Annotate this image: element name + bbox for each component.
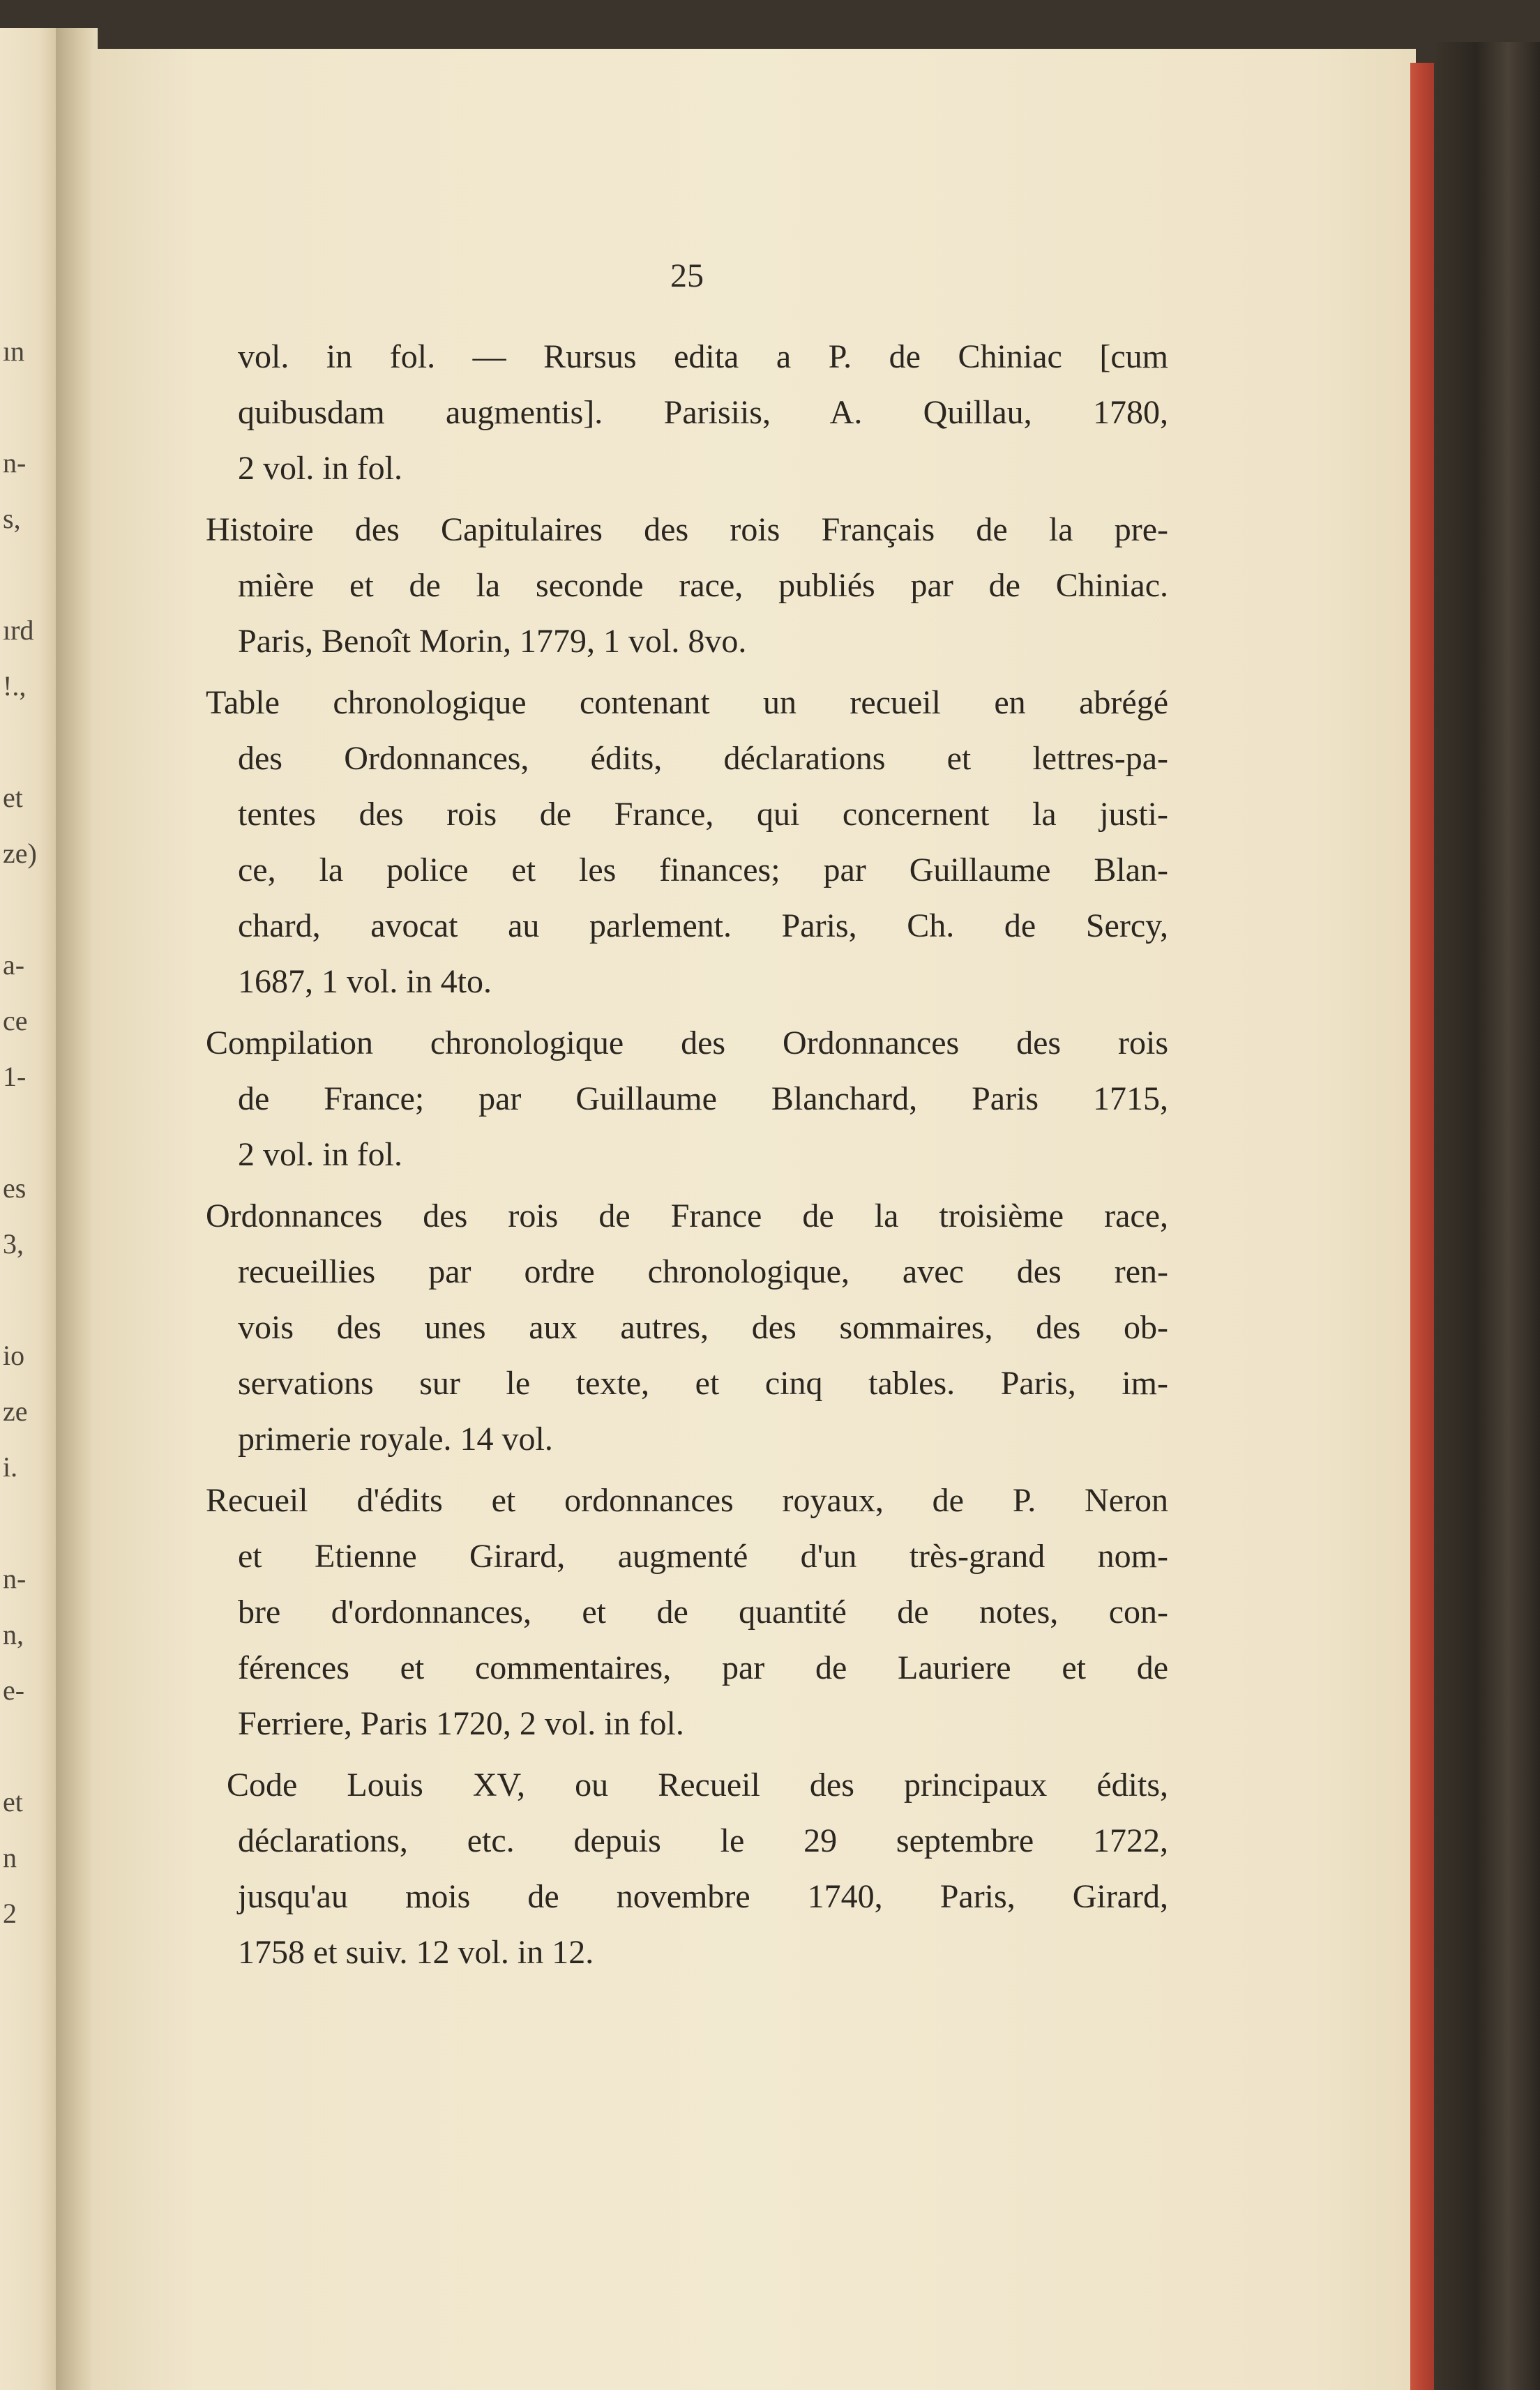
facing-page-fragment: i. xyxy=(3,1451,18,1483)
entry-first-line: Compilation chronologique des Ordonnances des rois xyxy=(206,1024,1168,1061)
entry-first-line: Recueil d'édits et ordonnances royaux, de P. Neron xyxy=(206,1482,1168,1519)
entry-continuation-line: 1758 et suiv. 12 vol. in 12. xyxy=(238,1934,594,1971)
entry-continuation-line: chard, avocat au parlement. Paris, Ch. de Sercy, xyxy=(238,907,1168,944)
entry-continuation-line: et Etienne Girard, augmenté d'un très-grand nom- xyxy=(238,1538,1168,1575)
entry-continuation-line: vois des unes aux autres, des sommaires, des ob- xyxy=(238,1309,1168,1346)
facing-page-fragment: a- xyxy=(3,949,25,981)
facing-page-fragment: ce xyxy=(3,1005,28,1036)
facing-page-fragment: n, xyxy=(3,1619,24,1650)
entry-continuation-line: Ferriere, Paris 1720, 2 vol. in fol. xyxy=(238,1705,684,1742)
facing-page-fragment: e- xyxy=(3,1674,25,1706)
page-number: 25 xyxy=(670,257,704,294)
entry-spacer xyxy=(206,670,1168,675)
red-page-edge xyxy=(1410,63,1434,2390)
entry-spacer xyxy=(206,1010,1168,1015)
book-binding xyxy=(1434,42,1540,2390)
bibliography-list xyxy=(206,329,1168,1981)
facing-page-fragment: ze xyxy=(3,1396,28,1427)
entry-continuation-line: ce, la police et les finances; par Guillaume Blan- xyxy=(238,852,1168,888)
entry-first-line: Ordonnances des rois de France de la troisième race, xyxy=(206,1197,1168,1234)
entry-continuation-line: recueillies par ordre chronologique, avec des ren- xyxy=(238,1253,1168,1290)
entry-continuation-line: Paris, Benoît Morin, 1779, 1 vol. 8vo. xyxy=(238,623,747,660)
entry-continuation-line: jusqu'au mois de novembre 1740, Paris, Girard, xyxy=(238,1878,1168,1915)
facing-page-fragment: io xyxy=(3,1340,25,1371)
entry-continuation-line: quibusdam augmentis]. Parisiis, A. Quillau, 1780, xyxy=(238,394,1168,431)
facing-page-fragment: !., xyxy=(3,670,27,702)
entry-continuation-line: 2 vol. in fol. xyxy=(238,450,402,487)
facing-page-edge xyxy=(0,28,56,2390)
entry-spacer xyxy=(206,1183,1168,1188)
entry-continuation-line: 1687, 1 vol. in 4to. xyxy=(238,963,492,1000)
bibliography-entry xyxy=(206,1757,1168,1981)
facing-page-fragment: n xyxy=(3,1842,17,1873)
entry-continuation-line: bre d'ordonnances, et de quantité de notes, con- xyxy=(238,1594,1168,1631)
entry-spacer xyxy=(206,1752,1168,1757)
entry-continuation-line: des Ordonnances, édits, déclarations et lettres-pa- xyxy=(238,740,1168,777)
entry-continuation-line: mière et de la seconde race, publiés par de Chiniac. xyxy=(238,567,1168,604)
entry-first-line: Histoire des Capitulaires des rois Français de la pre- xyxy=(206,511,1168,548)
bibliography-entry xyxy=(206,502,1168,670)
facing-page-fragment: 3, xyxy=(3,1228,24,1260)
bibliography-entry xyxy=(206,1015,1168,1183)
entry-continuation-line: servations sur le texte, et cinq tables. Paris, im- xyxy=(238,1365,1168,1402)
facing-page-fragment: 2 xyxy=(3,1898,17,1929)
entry-continuation-line: tentes des rois de France, qui concernent la justi- xyxy=(238,796,1168,833)
facing-page-fragment: n- xyxy=(3,447,27,478)
bibliography-entry xyxy=(206,1188,1168,1467)
facing-page-fragment: et xyxy=(3,1786,23,1817)
facing-page-fragment: ın xyxy=(3,335,25,367)
bibliography-entry xyxy=(206,675,1168,1010)
facing-page-fragment: es xyxy=(3,1172,27,1204)
entry-first-line: Code Louis XV, ou Recueil des principaux édits, xyxy=(227,1767,1168,1803)
entry-first-line: vol. in fol. — Rursus edita a P. de Chiniac [cum xyxy=(238,338,1168,375)
facing-page-fragment: ze) xyxy=(3,838,37,869)
facing-page-fragment: ırd xyxy=(3,614,34,646)
facing-page-fragment: et xyxy=(3,782,23,813)
entry-continuation-line: 2 vol. in fol. xyxy=(238,1136,402,1173)
facing-page-fragment: n- xyxy=(3,1563,27,1594)
entry-continuation-line: déclarations, etc. depuis le 29 septembre 1722, xyxy=(238,1822,1168,1859)
entry-continuation-line: férences et commentaires, par de Lauriere et de xyxy=(238,1649,1168,1686)
entry-spacer xyxy=(206,497,1168,502)
entry-continuation-line: primerie royale. 14 vol. xyxy=(238,1421,553,1458)
bibliography-entry xyxy=(206,329,1168,497)
entry-first-line: Table chronologique contenant un recueil en abrégé xyxy=(206,684,1168,721)
facing-page-fragment: 1- xyxy=(3,1061,27,1092)
entry-continuation-line: de France; par Guillaume Blanchard, Paris 1715, xyxy=(238,1080,1168,1117)
facing-page-fragment: s, xyxy=(3,503,21,534)
entry-spacer xyxy=(206,1467,1168,1473)
bibliography-entry xyxy=(206,1473,1168,1752)
